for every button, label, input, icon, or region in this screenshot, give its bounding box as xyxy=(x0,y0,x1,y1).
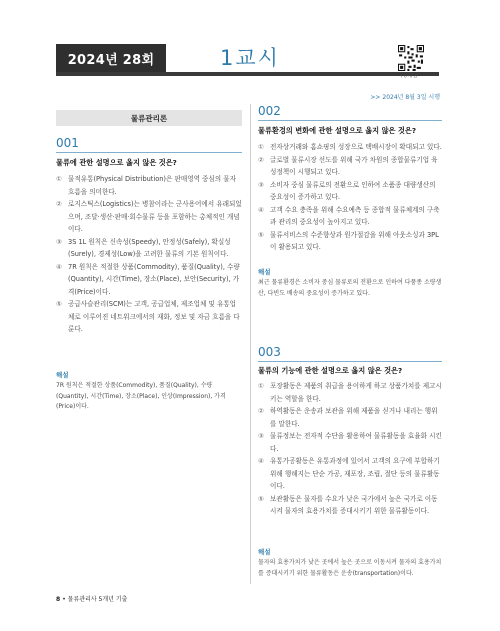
option-text: 글로벌 물류시장 선도를 위해 국가 차원의 종합물류기업 육성정책이 시행되고 있다. xyxy=(270,155,438,176)
option-item[interactable] xyxy=(56,173,242,198)
header-rule xyxy=(56,72,439,76)
option-text: 공급사슬관리(SCM)는 고객, 공급업체, 제조업체 및 유통업체로 이루어진 네트워크에서의 재화, 정보 및 자금 흐름을 다룬다. xyxy=(68,300,240,333)
question-number: 001 xyxy=(56,136,79,150)
explanation-text: 7R 원칙은 적절한 상품(Commodity), 품질(Quality), 수량(Quantity), 시간(Time), 장소(Place), 인상(Impression), 가격(Price)이다. xyxy=(56,382,226,410)
option-text: 물적유통(Physical Distribution)은 판매영역 중심의 물자 흐름을 의미한다. xyxy=(68,175,236,196)
option-text: 3S 1L 원칙은 신속성(Speedy), 안정성(Safely), 확실성(Surely), 경제성(Low)을 고려한 물류의 기본 원칙이다. xyxy=(68,237,231,258)
option-number: ③ xyxy=(258,180,264,189)
option-item[interactable] xyxy=(258,229,442,254)
question-title: 물류의 기능에 관한 설명으로 옳지 않은 것은? xyxy=(258,366,403,375)
option-item[interactable] xyxy=(258,380,442,405)
option-text: 포장활동은 제품의 취급을 용이하게 하고 상품가치를 제고시키는 역할을 한다. xyxy=(270,382,442,403)
option-item[interactable] xyxy=(258,405,442,430)
option-number: ② xyxy=(56,200,62,208)
explanation-text: 물자의 효용가치가 낮은 곳에서 높은 곳으로 이동시켜 물자의 효용가치를 증대시키기 위한 물류활동은 운송(transportation)이다. xyxy=(258,559,442,577)
option-list xyxy=(258,141,442,254)
option-number: ⑤ xyxy=(258,494,264,503)
session-title: 1교시 xyxy=(220,46,280,70)
option-list xyxy=(56,173,242,336)
page-number: 8 xyxy=(56,596,61,603)
option-text: 고객 수요 충족을 위해 수요예측 등 종합적 물류체계의 구축과 관리의 중요성이 높아지고 있다. xyxy=(270,205,440,226)
option-item[interactable] xyxy=(258,455,442,493)
option-text: 소비자 중심 물류로의 전환으로 인하여 소품종 대량생산의 중요성이 증가하고 있다. xyxy=(270,180,436,201)
option-list xyxy=(258,380,442,518)
option-item[interactable] xyxy=(56,261,242,299)
qr-code-icon[interactable] xyxy=(398,44,424,72)
question-title: 물류에 관한 설명으로 옳지 않은 것은? xyxy=(56,158,177,167)
option-text: 하역활동은 운송과 보관을 위해 제품을 싣거나 내리는 행위를 말한다. xyxy=(270,407,438,428)
column-divider xyxy=(250,104,251,584)
option-item[interactable] xyxy=(258,179,442,204)
year-session-badge: 2024년 28회 xyxy=(56,44,166,72)
question-underline xyxy=(258,361,442,362)
option-item[interactable] xyxy=(56,236,242,261)
exam-date-text: 2024년 8월 3일 시행 xyxy=(382,94,440,101)
footer-separator: • xyxy=(62,596,66,603)
option-text: 물류서비스의 수준향상과 원가절감을 위해 아웃소싱과 3PL이 활용되고 있다. xyxy=(270,230,439,251)
explanation-label: 해설 xyxy=(56,371,69,379)
option-item[interactable] xyxy=(56,298,242,336)
option-item[interactable] xyxy=(258,204,442,229)
book-title: 물류관리사 5개년 기출 xyxy=(67,596,128,603)
option-number: ④ xyxy=(258,205,264,214)
option-number: ① xyxy=(258,143,264,151)
option-number: ① xyxy=(258,382,264,390)
option-item[interactable] xyxy=(258,141,442,154)
page-footer xyxy=(56,594,127,603)
option-number: ④ xyxy=(258,457,264,465)
question-number: 003 xyxy=(258,345,281,359)
option-number: ③ xyxy=(56,237,62,246)
explanation-text: 최근 물류환경은 소비자 중심 물류로의 전환으로 인하여 다품종 소량생산, 다빈도 배송의 중요성이 증가하고 있다. xyxy=(258,279,442,297)
question-title: 물류환경의 변화에 관한 설명으로 옳지 않은 것은? xyxy=(258,126,417,135)
exam-date xyxy=(370,92,440,101)
subject-heading: 물류관리론 xyxy=(56,110,242,126)
option-number: ② xyxy=(258,407,264,415)
explanation-label: 해설 xyxy=(258,548,271,556)
option-number: ① xyxy=(56,175,62,183)
option-text: 로지스틱스(Logistics)는 병참이라는 군사용어에서 유래되었으며, 조달·생산·판매·회수물류 등을 포함하는 총체적인 개념이다. xyxy=(68,200,242,233)
option-number: ④ xyxy=(56,262,62,271)
explanation-label: 해설 xyxy=(258,268,271,276)
option-item[interactable] xyxy=(258,154,442,179)
option-number: ③ xyxy=(258,432,264,440)
option-number: ② xyxy=(258,155,264,164)
option-item[interactable] xyxy=(56,198,242,236)
option-text: 물류정보는 전자적 수단을 활용하여 물류활동을 효율화 시킨다. xyxy=(270,432,442,453)
qr-label: 자동채점 xyxy=(398,73,418,79)
option-number: ⑤ xyxy=(258,230,264,239)
option-text: 전자상거래와 홈쇼핑의 성장으로 택배시장이 확대되고 있다. xyxy=(270,143,442,151)
option-item[interactable] xyxy=(258,493,442,518)
option-text: 유통가공활동은 유통과정에 있어서 고객의 요구에 부합하기 위해 행해지는 단순 가공, 재포장, 조립, 절단 등의 물류활동이다. xyxy=(270,457,440,490)
option-number: ⑤ xyxy=(56,300,62,308)
question-underline xyxy=(258,120,442,121)
double-chevron-icon: >> xyxy=(370,94,381,101)
option-item[interactable] xyxy=(258,430,442,455)
option-text: 7R 원칙은 적절한 상품(Commodity), 품질(Quality), 수량(Quantity), 시간(Time), 장소(Place), 보안(Security), 가격(Price)이다. xyxy=(68,262,240,296)
option-text: 보관활동은 물자를 수요가 낮은 국가에서 높은 국가로 이동시켜 물자의 효용가치를 증대시키기 위한 물류활동이다. xyxy=(270,494,438,515)
question-number: 002 xyxy=(258,104,281,118)
question-underline xyxy=(56,152,242,153)
